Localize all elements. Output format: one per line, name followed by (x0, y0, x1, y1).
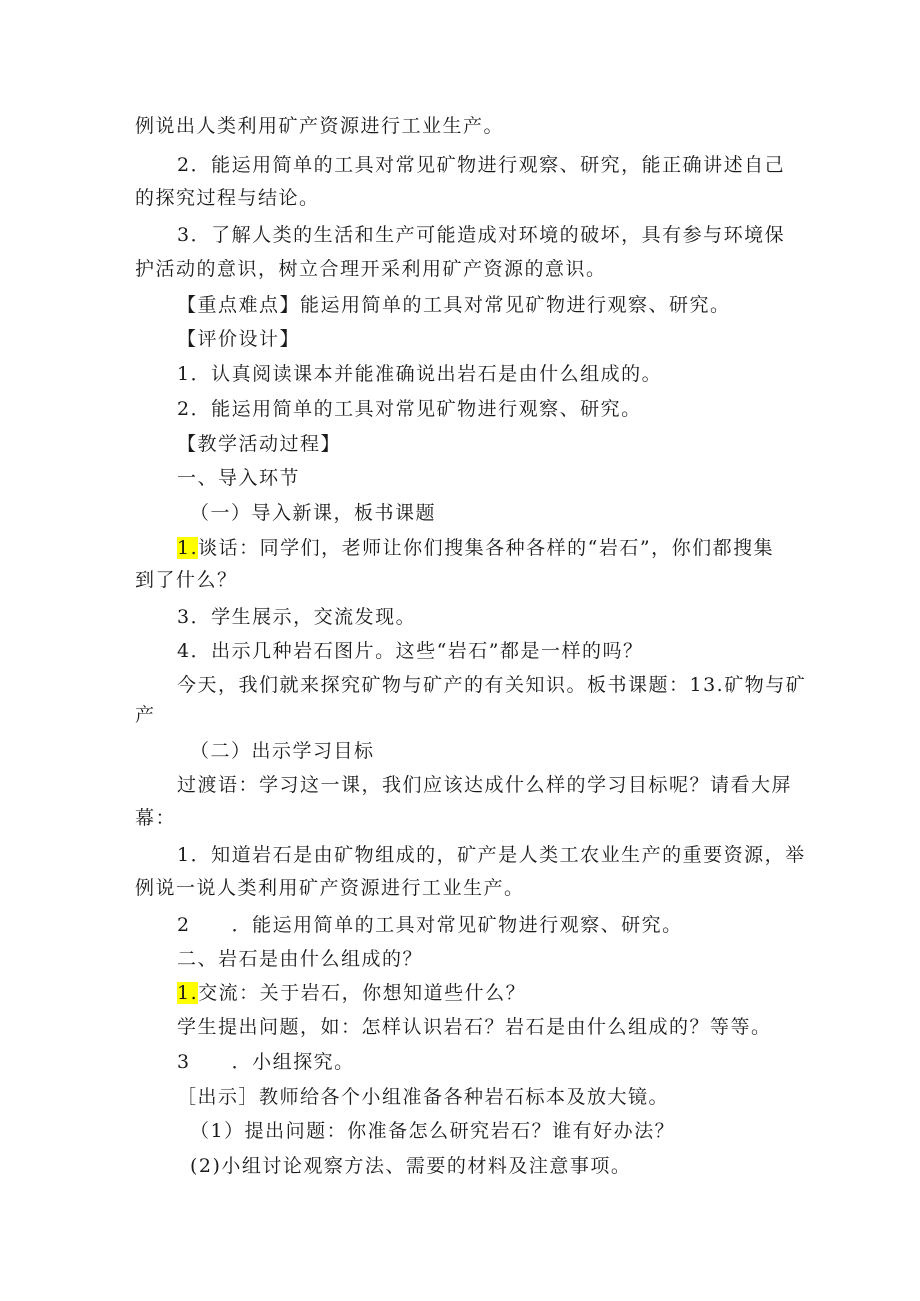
goal-2-line: 2 ．能运用简单的工具对常见矿物进行观察、研究。 (177, 914, 683, 936)
paragraph-line: 幕： (135, 807, 177, 829)
subsection-heading: 一、导入环节 (177, 467, 301, 489)
paragraph-line: 学生提出问题，如：怎样认识岩石？岩石是由什么组成的？等等。 (177, 1016, 772, 1038)
highlighted-number: 1. (177, 982, 199, 1004)
paragraph-line: 例说一说人类利用矿产资源进行工业生产。 (135, 877, 525, 899)
paragraph-line: 到了什么？ (135, 569, 238, 591)
paragraph-line: ［出示］教师给各个小组准备各种岩石标本及放大镜。 (177, 1086, 670, 1108)
objective-2-line: 2．能运用简单的工具对常见矿物进行观察、研究，能正确讲述自己 (177, 154, 786, 176)
key-difficulty-line: 【重点难点】能运用简单的工具对常见矿物进行观察、研究。 (177, 294, 731, 316)
paragraph-line: 的探究过程与结论。 (135, 187, 320, 209)
step-3-line: 3 ．小组探究。 (177, 1051, 355, 1073)
goal-1-line: 1．知道岩石是由矿物组成的，矿产是人类工农业生产的重要资源，举 (177, 844, 806, 866)
evaluation-item-1: 1．认真阅读课本并能准确说出岩石是由什么组成的。 (177, 363, 663, 385)
paragraph-line: 产 (135, 704, 156, 726)
step-4-line: 4．出示几种岩石图片。这些“岩石”都是一样的吗？ (177, 640, 644, 662)
objective-3-line: 3．了解人类的生活和生产可能造成对环境的破坏，具有参与环境保 (177, 224, 786, 246)
discussion-line: (2)小组讨论观察方法、需要的材料及注意事项。 (190, 1155, 632, 1177)
evaluation-item-2: 2．能运用简单的工具对常见矿物进行观察、研究。 (177, 398, 642, 420)
paragraph-line: 护活动的意识，树立合理开采利用矿产资源的意识。 (135, 258, 607, 280)
paragraph-line: 例说出人类利用矿产资源进行工业生产。 (135, 115, 505, 137)
highlighted-number: 1. (177, 537, 199, 559)
exchange-line: 1.交流：关于岩石，你想知道些什么？ (177, 982, 527, 1004)
talk-line: 1.谈话：同学们，老师让你们搜集各种各样的“岩石”，你们都搜集 (177, 537, 775, 559)
section-heading-rock: 二、岩石是由什么组成的？ (177, 948, 424, 970)
question-line: （1）提出问题：你准备怎么研究岩石？谁有好办法？ (190, 1120, 676, 1142)
step-3-line: 3．学生展示，交流发现。 (177, 606, 417, 628)
subsection-heading: （二）出示学习目标 (190, 740, 375, 762)
section-heading-evaluation: 【评价设计】 (177, 328, 301, 350)
subsection-heading: （一）导入新课，板书课题 (190, 502, 437, 524)
section-heading-process: 【教学活动过程】 (177, 433, 342, 455)
paragraph-line: 今天，我们就来探究矿物与矿产的有关知识。板书课题：13.矿物与矿 (177, 674, 807, 696)
paragraph-line: 过渡语：学习这一课，我们应该达成什么样的学习目标呢？请看大屏 (177, 774, 793, 796)
